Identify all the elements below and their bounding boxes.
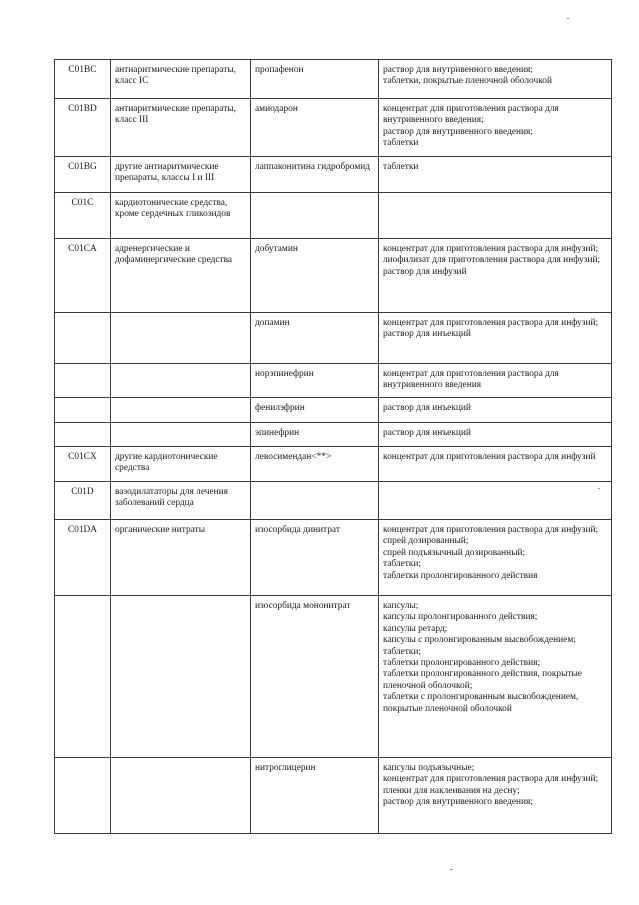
dosage-form-line: капсулы; [383, 601, 419, 611]
atc-code-cell [55, 398, 111, 423]
dosage-form-line: спрей подъязычный дозированный; [383, 547, 526, 558]
dosage-form-line: таблетки пролонгированного действия, покрытые пленочной оболочкой; [383, 669, 582, 691]
atc-code-cell: C01BC [55, 60, 111, 99]
dosage-forms-cell [379, 313, 612, 364]
atc-code-cell: C01BG [55, 157, 111, 193]
table-row [55, 423, 612, 447]
dosage-forms-cell [379, 99, 612, 157]
atc-code-cell [55, 596, 111, 758]
dosage-form-line: таблетки пролонгированного действия; [383, 658, 541, 669]
dosage-forms-cell [379, 520, 612, 596]
atc-code-cell: C01CX [55, 447, 111, 482]
dosage-forms-cell [379, 758, 612, 834]
dosage-form-line: капсулы подъязычные; [383, 763, 475, 773]
table-row [55, 482, 612, 520]
atc-code-cell: C01CA [55, 239, 111, 313]
dosage-forms-cell [379, 60, 612, 99]
dosage-forms-cell [379, 596, 612, 758]
dosage-form-line: таблетки пролонгированного действия [383, 570, 538, 581]
atc-group-cell [111, 758, 251, 834]
atc-group-cell: вазодилататоры для лечения заболеваний сердца [111, 482, 251, 520]
atc-group-cell [111, 313, 251, 364]
scan-speck [450, 869, 453, 870]
dosage-form-line: раствор для внутривенного введения; [383, 65, 533, 75]
atc-code-cell: C01BD [55, 99, 111, 157]
dosage-form-line: раствор для инфузий [383, 266, 467, 277]
atc-code-cell [55, 758, 111, 834]
drug-table [54, 59, 612, 834]
dosage-forms-cell [379, 157, 612, 193]
dosage-forms-cell [379, 398, 612, 423]
dosage-form-line: концентрат для приготовления раствора для внутривенного введения [383, 369, 559, 391]
atc-group-cell: другие кардиотонические средства [111, 447, 251, 482]
dosage-form-line: концентрат для приготовления раствора для инфузий; [383, 525, 599, 535]
table-row [55, 520, 612, 596]
atc-group-cell [111, 423, 251, 447]
dosage-form-line: концентрат для приготовления раствора для инфузий; [383, 318, 599, 328]
dosage-forms-cell [379, 482, 612, 520]
scan-speck [598, 488, 600, 489]
dosage-form-line: капсулы пролонгированного действия; [383, 612, 538, 623]
table-row [55, 758, 612, 834]
atc-code-cell [55, 423, 111, 447]
dosage-form-line: концентрат для приготовления раствора для внутривенного введения; [383, 104, 559, 126]
atc-code-cell [55, 313, 111, 364]
drug-name-cell: изосорбида мононитрат [251, 596, 379, 758]
drug-name-cell: лаппаконитина гидробромид [251, 157, 379, 193]
table-row [55, 447, 612, 482]
drug-name-cell [251, 193, 379, 239]
dosage-form-line: таблетки с пролонгированным высвобождением, покрытые пленочной оболочкой [383, 692, 579, 714]
drug-name-cell: нитроглицерин [251, 758, 379, 834]
dosage-form-line: капсулы ретард; [383, 623, 448, 634]
dosage-form-line: концентрат для приготовления раствора для инфузий; [383, 244, 599, 254]
atc-group-cell: органические нитраты [111, 520, 251, 596]
dosage-forms-cell [379, 193, 612, 239]
table-row [55, 313, 612, 364]
dosage-form-line: спрей дозированный; [383, 536, 469, 547]
atc-group-cell [111, 364, 251, 398]
drug-name-cell: добутамин [251, 239, 379, 313]
dosage-form-line: раствор для инъекций [383, 428, 471, 438]
table-row [55, 398, 612, 423]
scan-speck [567, 18, 569, 19]
atc-group-cell: другие антиаритмические препараты, классы I и III [111, 157, 251, 193]
dosage-form-line: лиофилизат для приготовления раствора для инфузий; [383, 255, 601, 266]
dosage-form-line: таблетки [383, 162, 419, 172]
dosage-form-line: раствор для инъекций [383, 329, 471, 340]
atc-code-cell: C01C [55, 193, 111, 239]
dosage-forms-cell [379, 447, 612, 482]
table-row [55, 239, 612, 313]
atc-code-cell: C01D [55, 482, 111, 520]
dosage-forms-cell [379, 239, 612, 313]
drug-name-cell: эпинефрин [251, 423, 379, 447]
dosage-form-line: капсулы с пролонгированным высвобождением; [383, 635, 576, 646]
dosage-form-line: таблетки [383, 138, 419, 149]
table-row [55, 364, 612, 398]
drug-name-cell: левосимендан<**> [251, 447, 379, 482]
drug-name-cell: норэпинефрин [251, 364, 379, 398]
atc-group-cell [111, 596, 251, 758]
dosage-forms-cell [379, 364, 612, 398]
dosage-form-line: пленки для наклеивания на десну; [383, 785, 520, 796]
drug-table-body [55, 60, 612, 834]
atc-group-cell: кардиотонические средства, кроме сердечных гликозидов [111, 193, 251, 239]
atc-group-cell: антиаритмические препараты, класс III [111, 99, 251, 157]
atc-group-cell: адренергические и дофаминергические средства [111, 239, 251, 313]
drug-name-cell: допамин [251, 313, 379, 364]
dosage-form-line: концентрат для приготовления раствора для инфузий [383, 452, 596, 462]
dosage-form-line: раствор для внутривенного введения; [383, 126, 533, 137]
atc-code-cell: C01DA [55, 520, 111, 596]
table-row [55, 193, 612, 239]
table-row [55, 596, 612, 758]
dosage-form-line: раствор для инъекций [383, 403, 471, 413]
drug-name-cell [251, 482, 379, 520]
atc-group-cell [111, 398, 251, 423]
dosage-form-line: концентрат для приготовления раствора для инфузий; [383, 774, 599, 785]
dosage-form-line: раствор для внутривенного введения; [383, 797, 533, 808]
drug-name-cell: фенилэфрин [251, 398, 379, 423]
drug-name-cell: пропафенон [251, 60, 379, 99]
atc-group-cell: антиаритмические препараты, класс IC [111, 60, 251, 99]
dosage-forms-cell [379, 423, 612, 447]
atc-code-cell [55, 364, 111, 398]
table-row [55, 99, 612, 157]
dosage-form-line: таблетки; [383, 559, 422, 570]
drug-name-cell: амиодарон [251, 99, 379, 157]
dosage-form-line: таблетки; [383, 646, 422, 657]
table-row [55, 60, 612, 99]
drug-name-cell: изосорбида динитрат [251, 520, 379, 596]
table-row [55, 157, 612, 193]
dosage-form-line: таблетки, покрытые пленочной оболочкой [383, 76, 552, 87]
